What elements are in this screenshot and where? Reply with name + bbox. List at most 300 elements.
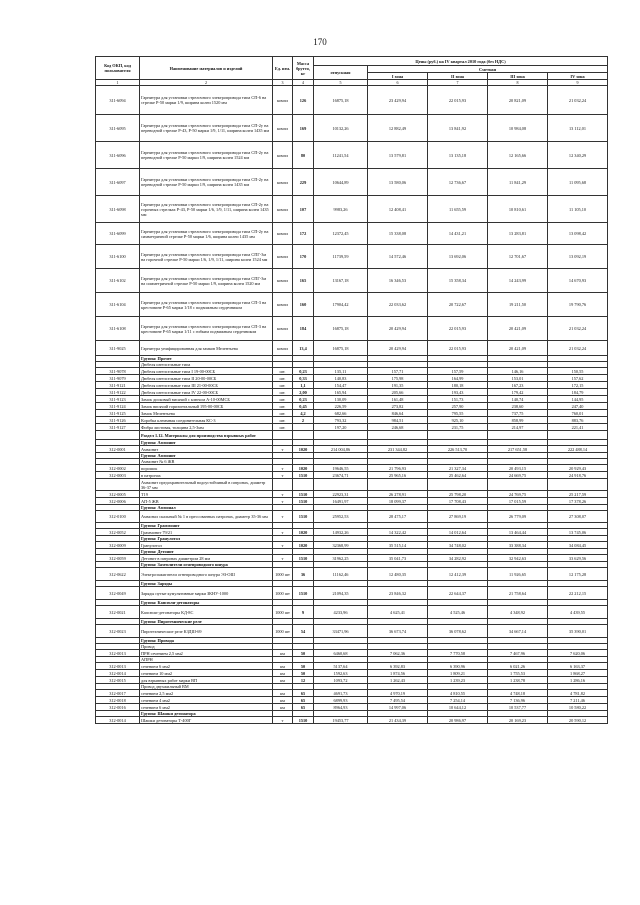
mass-cell: 1510 xyxy=(293,587,314,600)
table-row xyxy=(96,472,608,479)
item-name-cell: АПРН xyxy=(140,657,273,663)
unit-cell: 1000 шт xyxy=(273,587,293,600)
zone-3-price-cell: 20 821,09 xyxy=(488,86,548,115)
table-row xyxy=(96,417,608,424)
header-zone-3: III зона xyxy=(488,73,548,80)
zone-3-price-cell: 11 926,65 xyxy=(488,568,548,581)
zone-2-price-cell: 1 239,23 xyxy=(428,677,488,684)
base-price-cell: 19453,77 xyxy=(314,717,368,724)
mass-cell xyxy=(293,431,314,440)
zone-3-price-cell: 1 238,78 xyxy=(488,677,548,684)
zone-2-price-cell: 193,43 xyxy=(428,389,488,396)
zone-2-price-cell: 226 513,70 xyxy=(428,446,488,453)
table-row xyxy=(96,410,608,417)
zone-1-price-cell: 21 796,93 xyxy=(368,465,428,472)
table-row xyxy=(96,223,608,245)
unit-cell: шт. xyxy=(273,382,293,389)
okp-code-cell: 312-0013 xyxy=(96,650,140,657)
header-zone-2: II зона xyxy=(428,73,488,80)
zone-4-price-cell: 35 390,01 xyxy=(548,625,608,638)
okp-code-cell: 312-0059 xyxy=(96,555,140,562)
item-name-cell: Фибра листовая, толщина 2,5-3мм xyxy=(140,424,273,431)
table-row xyxy=(96,479,608,491)
zone-2-price-cell: 15 358,34 xyxy=(428,269,488,293)
okp-code-cell: 311-9124 xyxy=(96,403,140,410)
item-name-cell: Гарнитура для установки стрелочного электропривода типа СП-2у на переводной стрелке Р-43, Р-50 марки 1/9, 1/11, ширина колеи 1435 мм xyxy=(140,115,273,142)
base-price-cell: 135,11 xyxy=(314,368,368,375)
base-price-cell: 11162,46 xyxy=(314,568,368,581)
zone-3-price-cell: 21 758,64 xyxy=(488,587,548,600)
mass-cell: 65 xyxy=(293,704,314,711)
zone-4-price-cell: 4 781,82 xyxy=(548,690,608,697)
item-name-cell: Группа: Шашки детонатора xyxy=(140,711,273,717)
okp-code-cell: 311-9078 xyxy=(96,368,140,375)
item-name-cell: Аммонит № 6 ЖВ xyxy=(140,459,273,465)
okp-code-cell: 311-6108 xyxy=(96,317,140,341)
zone-4-price-cell xyxy=(548,431,608,440)
mass-cell: 172 xyxy=(293,223,314,245)
okp-code-cell: 311-9121 xyxy=(96,382,140,389)
okp-code-cell xyxy=(96,479,140,491)
unit-cell: компл xyxy=(273,223,293,245)
zone-1-price-cell: 191,35 xyxy=(368,382,428,389)
zone-3-price-cell: 6 021,26 xyxy=(488,663,548,670)
base-price-cell xyxy=(314,479,368,491)
item-name-cell: Группа: Аммонит xyxy=(140,440,273,446)
column-number: 4 xyxy=(293,80,314,86)
zone-1-price-cell: 1 874,56 xyxy=(368,670,428,677)
base-price-cell: 16875,18 xyxy=(314,341,368,356)
base-price-cell: 6460,68 xyxy=(314,650,368,657)
zone-2-price-cell: 20 986,97 xyxy=(428,717,488,724)
okp-code-cell: 312-0009 xyxy=(96,542,140,549)
zone-2-price-cell: 257,90 xyxy=(428,403,488,410)
base-price-cell: 22923,31 xyxy=(314,491,368,498)
zone-1-price-cell: 13 579,81 xyxy=(368,142,428,169)
mass-cell: 1510 xyxy=(293,555,314,562)
item-name-cell: Электрозажигатели огнепроводного шнура ЭЗ-ОШ xyxy=(140,568,273,581)
table-row xyxy=(96,403,608,410)
table-row xyxy=(96,86,608,115)
mass-cell: 1020 xyxy=(293,465,314,472)
item-name-cell: Дюбеля штепсельные типа I 19-00-00СБ xyxy=(140,368,273,375)
base-price-cell: 16875,18 xyxy=(314,86,368,115)
table-row xyxy=(96,498,608,505)
table-row xyxy=(96,446,608,453)
base-price-cell: 165,94 xyxy=(314,389,368,396)
item-name-cell: Замок висячий горизонтальный 195-00-00СБ xyxy=(140,403,273,410)
zone-2-price-cell: 27 869,19 xyxy=(428,511,488,523)
zone-4-price-cell: 20 929,43 xyxy=(548,465,608,472)
table-row xyxy=(96,465,608,472)
item-name-cell: Гранулотол xyxy=(140,542,273,549)
item-name-cell: Замок дисковый висячий с ключом А-10-00МСБ xyxy=(140,396,273,403)
zone-2-price-cell: 157,59 xyxy=(428,368,488,375)
okp-code-cell: 312-0013 xyxy=(96,663,140,670)
zone-3-price-cell: 12 701,67 xyxy=(488,245,548,269)
item-name-cell: ПРН сечением 2,5 мм2 xyxy=(140,650,273,657)
okp-code-cell: 312-0017 xyxy=(96,690,140,697)
table-row xyxy=(96,587,608,600)
page-number: 170 xyxy=(313,37,327,47)
zone-1-price-cell: 6 392,83 xyxy=(368,663,428,670)
okp-code-cell: 312-0049 xyxy=(96,587,140,600)
zone-1-price-cell: 26 278,91 xyxy=(368,491,428,498)
unit-cell xyxy=(273,431,293,440)
group-heading-row xyxy=(96,431,608,440)
column-number: 3 xyxy=(273,80,293,86)
mass-cell: 80 xyxy=(293,142,314,169)
zone-1-price-cell: 205,66 xyxy=(368,389,428,396)
unit-cell: компл xyxy=(273,169,293,196)
zone-4-price-cell: 13 112,01 xyxy=(548,115,608,142)
item-name-cell: Группа: Детонит xyxy=(140,549,273,555)
zone-3-price-cell: 26 779,09 xyxy=(488,511,548,523)
item-name-cell: сечением 10 мм2 xyxy=(140,670,273,677)
item-name-cell: Капсюли-детонаторы КД-8С xyxy=(140,606,273,619)
unit-cell: 1000 шт xyxy=(273,568,293,581)
table-body xyxy=(96,86,608,724)
item-name-cell: Гарнитура для установки стрелочного электропривода типа СП-3 на крестовине Р-65 марки 1/11 с гибким подвижным сердечником xyxy=(140,317,273,341)
zone-2-price-cell xyxy=(428,479,488,491)
zone-1-price-cell: 12 882,49 xyxy=(368,115,428,142)
okp-code-cell: 312-0006 xyxy=(96,498,140,505)
base-price-cell: 682,66 xyxy=(314,410,368,417)
zone-4-price-cell: 222 488,14 xyxy=(548,446,608,453)
table-row xyxy=(96,677,608,684)
okp-code-cell: 311-6095 xyxy=(96,115,140,142)
table-row xyxy=(96,697,608,704)
base-price-cell: 33471,96 xyxy=(314,625,368,638)
item-name-cell: Группа: Гранулотол xyxy=(140,536,273,542)
zone-3-price-cell: 153,01 xyxy=(488,375,548,382)
table-row xyxy=(96,341,608,356)
okp-code-cell: 311-9125 xyxy=(96,410,140,417)
mass-cell: 0,23 xyxy=(293,396,314,403)
table-row xyxy=(96,142,608,169)
unit-cell: т xyxy=(273,542,293,549)
zone-3-price-cell: 17 015,59 xyxy=(488,498,548,505)
base-price-cell: 21094,35 xyxy=(314,587,368,600)
unit-cell: т xyxy=(273,472,293,479)
zone-4-price-cell xyxy=(548,479,608,491)
zone-4-price-cell: 17 378,26 xyxy=(548,498,608,505)
zone-4-price-cell: 13 092,19 xyxy=(548,245,608,269)
zone-2-price-cell: 14 431,21 xyxy=(428,223,488,245)
unit-cell: т xyxy=(273,446,293,453)
zone-4-price-cell: 33 629,56 xyxy=(548,555,608,562)
table-row xyxy=(96,717,608,724)
zone-2-price-cell: 7 770,58 xyxy=(428,650,488,657)
column-number: 6 xyxy=(368,80,428,86)
item-name-cell: порошок xyxy=(140,465,273,472)
unit-cell: т xyxy=(273,511,293,523)
unit-cell: шт. xyxy=(273,410,293,417)
item-name-cell: Раздел 1.12. Материалы для производства взрывных работ xyxy=(140,431,273,440)
item-name-cell: Провод двухжильный ВМ xyxy=(140,684,273,690)
zone-3-price-cell: 20 421,09 xyxy=(488,317,548,341)
table-row xyxy=(96,196,608,223)
base-price-cell: 9983,26 xyxy=(314,196,368,223)
zone-4-price-cell: 7 211,46 xyxy=(548,697,608,704)
zone-3-price-cell: 33 388,34 xyxy=(488,542,548,549)
unit-cell: т xyxy=(273,498,293,505)
header-unit: Ед. изм. xyxy=(273,57,293,80)
zone-3-price-cell: 20 493,15 xyxy=(488,465,548,472)
zone-1-price-cell: 984,51 xyxy=(368,417,428,424)
item-name-cell: для взрывных работ марки ВП xyxy=(140,677,273,684)
unit-cell: компл xyxy=(273,115,293,142)
zone-1-price-cell: 12 480,35 xyxy=(368,568,428,581)
mass-cell xyxy=(293,479,314,491)
zone-1-price-cell: 13 580,06 xyxy=(368,169,428,196)
zone-1-price-cell: 14 997,06 xyxy=(368,704,428,711)
okp-code-cell: 311-6096 xyxy=(96,142,140,169)
base-price-cell: 14932,26 xyxy=(314,529,368,536)
zone-1-price-cell: 7 495,54 xyxy=(368,697,428,704)
table-row xyxy=(96,555,608,562)
okp-code-cell: 312-0003 xyxy=(96,472,140,479)
okp-code-cell xyxy=(96,431,140,440)
zone-3-price-cell: 24 769,75 xyxy=(488,491,548,498)
item-name-cell: сечением 2,5 мм2 xyxy=(140,690,273,697)
zone-3-price-cell: 214,97 xyxy=(488,424,548,431)
table-row xyxy=(96,625,608,638)
header-mass: Масса брутто, кг xyxy=(293,57,314,80)
zone-3-price-cell: 14 243,99 xyxy=(488,269,548,293)
table-row xyxy=(96,382,608,389)
zone-1-price-cell: 36 673,74 xyxy=(368,625,428,638)
zone-4-price-cell: 19 790,76 xyxy=(548,293,608,317)
zone-3-price-cell: 20 169,23 xyxy=(488,717,548,724)
mass-cell: 4,2 xyxy=(293,410,314,417)
base-price-cell: 11739,59 xyxy=(314,245,368,269)
item-name-cell: Дюбеля штепсельные типа xyxy=(140,362,273,368)
zone-4-price-cell: 144,95 xyxy=(548,396,608,403)
mass-cell: 1,1 xyxy=(293,382,314,389)
item-name-cell: в патронах xyxy=(140,472,273,479)
unit-cell: шт. xyxy=(273,417,293,424)
table-row xyxy=(96,511,608,523)
zone-4-price-cell: 13 098,42 xyxy=(548,223,608,245)
unit-cell: км xyxy=(273,697,293,704)
table-row xyxy=(96,704,608,711)
okp-code-cell: 311-6099 xyxy=(96,223,140,245)
item-name-cell: Группа: Провода xyxy=(140,638,273,644)
table-row xyxy=(96,542,608,549)
zone-2-price-cell: 21 327,34 xyxy=(428,465,488,472)
okp-code-cell: 312-0001 xyxy=(96,446,140,453)
base-price-cell: 1093,72 xyxy=(314,677,368,684)
mass-cell: 170 xyxy=(293,245,314,269)
item-name-cell: Группа: Заземлители огнепроводного шнура xyxy=(140,562,273,568)
table-row xyxy=(96,529,608,536)
zone-4-price-cell: 221,41 xyxy=(548,424,608,431)
unit-cell: компл xyxy=(273,293,293,317)
zone-1-price-cell: 18 099,37 xyxy=(368,498,428,505)
item-name-cell: Коробка клеммная соединительная КС-3 xyxy=(140,417,273,424)
zone-2-price-cell: 7 254,14 xyxy=(428,697,488,704)
base-price-cell: 4691,73 xyxy=(314,690,368,697)
item-name-cell: Группа: Граммонит xyxy=(140,523,273,529)
base-price-cell: 25952,53 xyxy=(314,511,368,523)
okp-code-cell: 312-0005 xyxy=(96,491,140,498)
zone-4-price-cell: 27 308,07 xyxy=(548,511,608,523)
okp-code-cell: 312-0016 xyxy=(96,704,140,711)
table-row xyxy=(96,169,608,196)
unit-cell: компл xyxy=(273,245,293,269)
mass-cell: 50 xyxy=(293,663,314,670)
base-price-cell: 32368,99 xyxy=(314,542,368,549)
zone-3-price-cell: 13 283,81 xyxy=(488,223,548,245)
item-name-cell: Замок Мелентьева xyxy=(140,410,273,417)
zone-4-price-cell: 883,76 xyxy=(548,417,608,424)
zone-3-price-cell: 32 942,63 xyxy=(488,555,548,562)
item-name-cell: Группа: Капсюли-детонаторы xyxy=(140,600,273,606)
table-row xyxy=(96,396,608,403)
zone-1-price-cell xyxy=(368,431,428,440)
zone-1-price-cell: 175,98 xyxy=(368,375,428,382)
table-row xyxy=(96,568,608,581)
zone-2-price-cell: 14 012,64 xyxy=(428,529,488,536)
zone-4-price-cell: 6 163,37 xyxy=(548,663,608,670)
zone-4-price-cell: 21 032,24 xyxy=(548,341,608,356)
zone-4-price-cell: 150,55 xyxy=(548,368,608,375)
base-price-cell: 130,09 xyxy=(314,396,368,403)
zone-1-price-cell: 23 429,94 xyxy=(368,86,428,115)
zone-4-price-cell: 13 745,06 xyxy=(548,529,608,536)
item-name-cell: Дюбеля штепсельные типа II 20-00-00СБ xyxy=(140,375,273,382)
base-price-cell: 5137,64 xyxy=(314,663,368,670)
zone-2-price-cell: 20 722,67 xyxy=(428,293,488,317)
mass-cell: 1020 xyxy=(293,446,314,453)
column-number: 9 xyxy=(548,80,608,86)
mass-cell: 65 xyxy=(293,690,314,697)
mass-cell: 13,4 xyxy=(293,341,314,356)
mass-cell: 1020 xyxy=(293,542,314,549)
okp-code-cell: 311-6104 xyxy=(96,293,140,317)
zone-3-price-cell: 24 669,75 xyxy=(488,472,548,479)
okp-code-cell: 311-9123 xyxy=(96,396,140,403)
mass-cell xyxy=(293,424,314,431)
mass-cell: 1510 xyxy=(293,717,314,724)
unit-cell: т xyxy=(273,555,293,562)
unit-cell: шт. xyxy=(273,389,293,396)
okp-code-cell: 311-9025 xyxy=(96,341,140,356)
table-row xyxy=(96,690,608,697)
header-price-title: Цены (руб.) на IV квартал 2010 года (без НДС) xyxy=(314,57,608,66)
okp-code-cell: 311-6098 xyxy=(96,196,140,223)
zone-1-price-cell: 231 344,82 xyxy=(368,446,428,453)
zone-3-price-cell xyxy=(488,431,548,440)
zone-3-price-cell: 20 421,09 xyxy=(488,341,548,356)
mass-cell: 9 xyxy=(293,606,314,619)
okp-code-cell: 312-0023 xyxy=(96,625,140,638)
base-price-cell: 10132,26 xyxy=(314,115,368,142)
item-name-cell: сечением 6 мм2 xyxy=(140,704,273,711)
zone-1-price-cell: 20 429,94 xyxy=(368,341,428,356)
item-name-cell: Группа: Аммонал xyxy=(140,505,273,511)
zone-3-price-cell: 737,75 xyxy=(488,410,548,417)
table-row xyxy=(96,389,608,396)
mass-cell: 65 xyxy=(293,697,314,704)
zone-4-price-cell: 184,79 xyxy=(548,389,608,396)
unit-cell: компл xyxy=(273,142,293,169)
item-name-cell: АП-5 ЖВ xyxy=(140,498,273,505)
zone-4-price-cell: 1 286,16 xyxy=(548,677,608,684)
zone-2-price-cell: 25 798,20 xyxy=(428,491,488,498)
base-price-cell: 17904,42 xyxy=(314,293,368,317)
unit-cell: компл xyxy=(273,269,293,293)
mass-cell: 0,45 xyxy=(293,403,314,410)
zone-1-price-cell: 157,71 xyxy=(368,368,428,375)
table-row xyxy=(96,670,608,677)
zone-1-price-cell: 273,82 xyxy=(368,403,428,410)
mass-cell: 107 xyxy=(293,196,314,223)
unit-cell xyxy=(273,479,293,491)
table-row xyxy=(96,606,608,619)
base-price-cell: 13167,18 xyxy=(314,269,368,293)
item-name-cell: Группа: Прочее xyxy=(140,356,273,362)
okp-code-cell: 312-0100 xyxy=(96,511,140,523)
zone-1-price-cell: 846,64 xyxy=(368,410,428,417)
base-price-cell: 154,47 xyxy=(314,382,368,389)
item-name-cell: Дюбеля штепсельные типа III 21-00-00СБ xyxy=(140,382,273,389)
mass-cell: 0,33 xyxy=(293,375,314,382)
okp-code-cell: 311-9122 xyxy=(96,389,140,396)
mass-cell: 1510 xyxy=(293,472,314,479)
zone-3-price-cell: 7 136,96 xyxy=(488,697,548,704)
item-name-cell: Шашки детонаторы Т-400Г xyxy=(140,717,273,724)
base-price-cell: 16491,97 xyxy=(314,498,368,505)
unit-cell: шт. xyxy=(273,403,293,410)
zone-3-price-cell: 10 984,08 xyxy=(488,115,548,142)
header-base-price: отпускная xyxy=(314,66,368,80)
zone-4-price-cell: 1 868,27 xyxy=(548,670,608,677)
header-zone-4: IV зона xyxy=(548,73,608,80)
mass-cell: 126 xyxy=(293,86,314,115)
mass-cell: 50 xyxy=(293,650,314,657)
zone-3-price-cell: 140,74 xyxy=(488,396,548,403)
zone-3-price-cell: 179,42 xyxy=(488,389,548,396)
item-name-cell: Гарнитура для установки стрелочного электропривода типа СПГ-3м на симметричной стрелке Р-50 марки 1/9, ширина колеи 1520 мм xyxy=(140,269,273,293)
column-number: 8 xyxy=(488,80,548,86)
zone-2-price-cell: 22 015,93 xyxy=(428,341,488,356)
zone-1-price-cell: 1 262,43 xyxy=(368,677,428,684)
column-number: 5 xyxy=(314,80,368,86)
okp-code-cell: 312-0018 xyxy=(96,697,140,704)
table-row xyxy=(96,245,608,269)
table-row xyxy=(96,424,608,431)
base-price-cell: 1592,63 xyxy=(314,670,368,677)
zone-2-price-cell: 36 078,62 xyxy=(428,625,488,638)
zone-2-price-cell: 22 015,93 xyxy=(428,86,488,115)
okp-code-cell: 312-0052 xyxy=(96,529,140,536)
unit-cell: компл xyxy=(273,341,293,356)
base-price-cell: 16875,18 xyxy=(314,317,368,341)
zone-4-price-cell: 11 095,68 xyxy=(548,169,608,196)
zone-2-price-cell: 11 655,59 xyxy=(428,196,488,223)
zone-2-price-cell: 12 412,39 xyxy=(428,568,488,581)
header-estimate: Сметная xyxy=(368,66,608,73)
unit-cell: км xyxy=(273,670,293,677)
table-row xyxy=(96,650,608,657)
okp-code-cell: 311-6094 xyxy=(96,86,140,115)
item-name-cell: Дюбеля штепсельные типа IV 22-00-00СБ xyxy=(140,389,273,396)
zone-4-price-cell: 20 590,12 xyxy=(548,717,608,724)
unit-cell: км xyxy=(273,704,293,711)
zone-1-price-cell: 4 970,19 xyxy=(368,690,428,697)
